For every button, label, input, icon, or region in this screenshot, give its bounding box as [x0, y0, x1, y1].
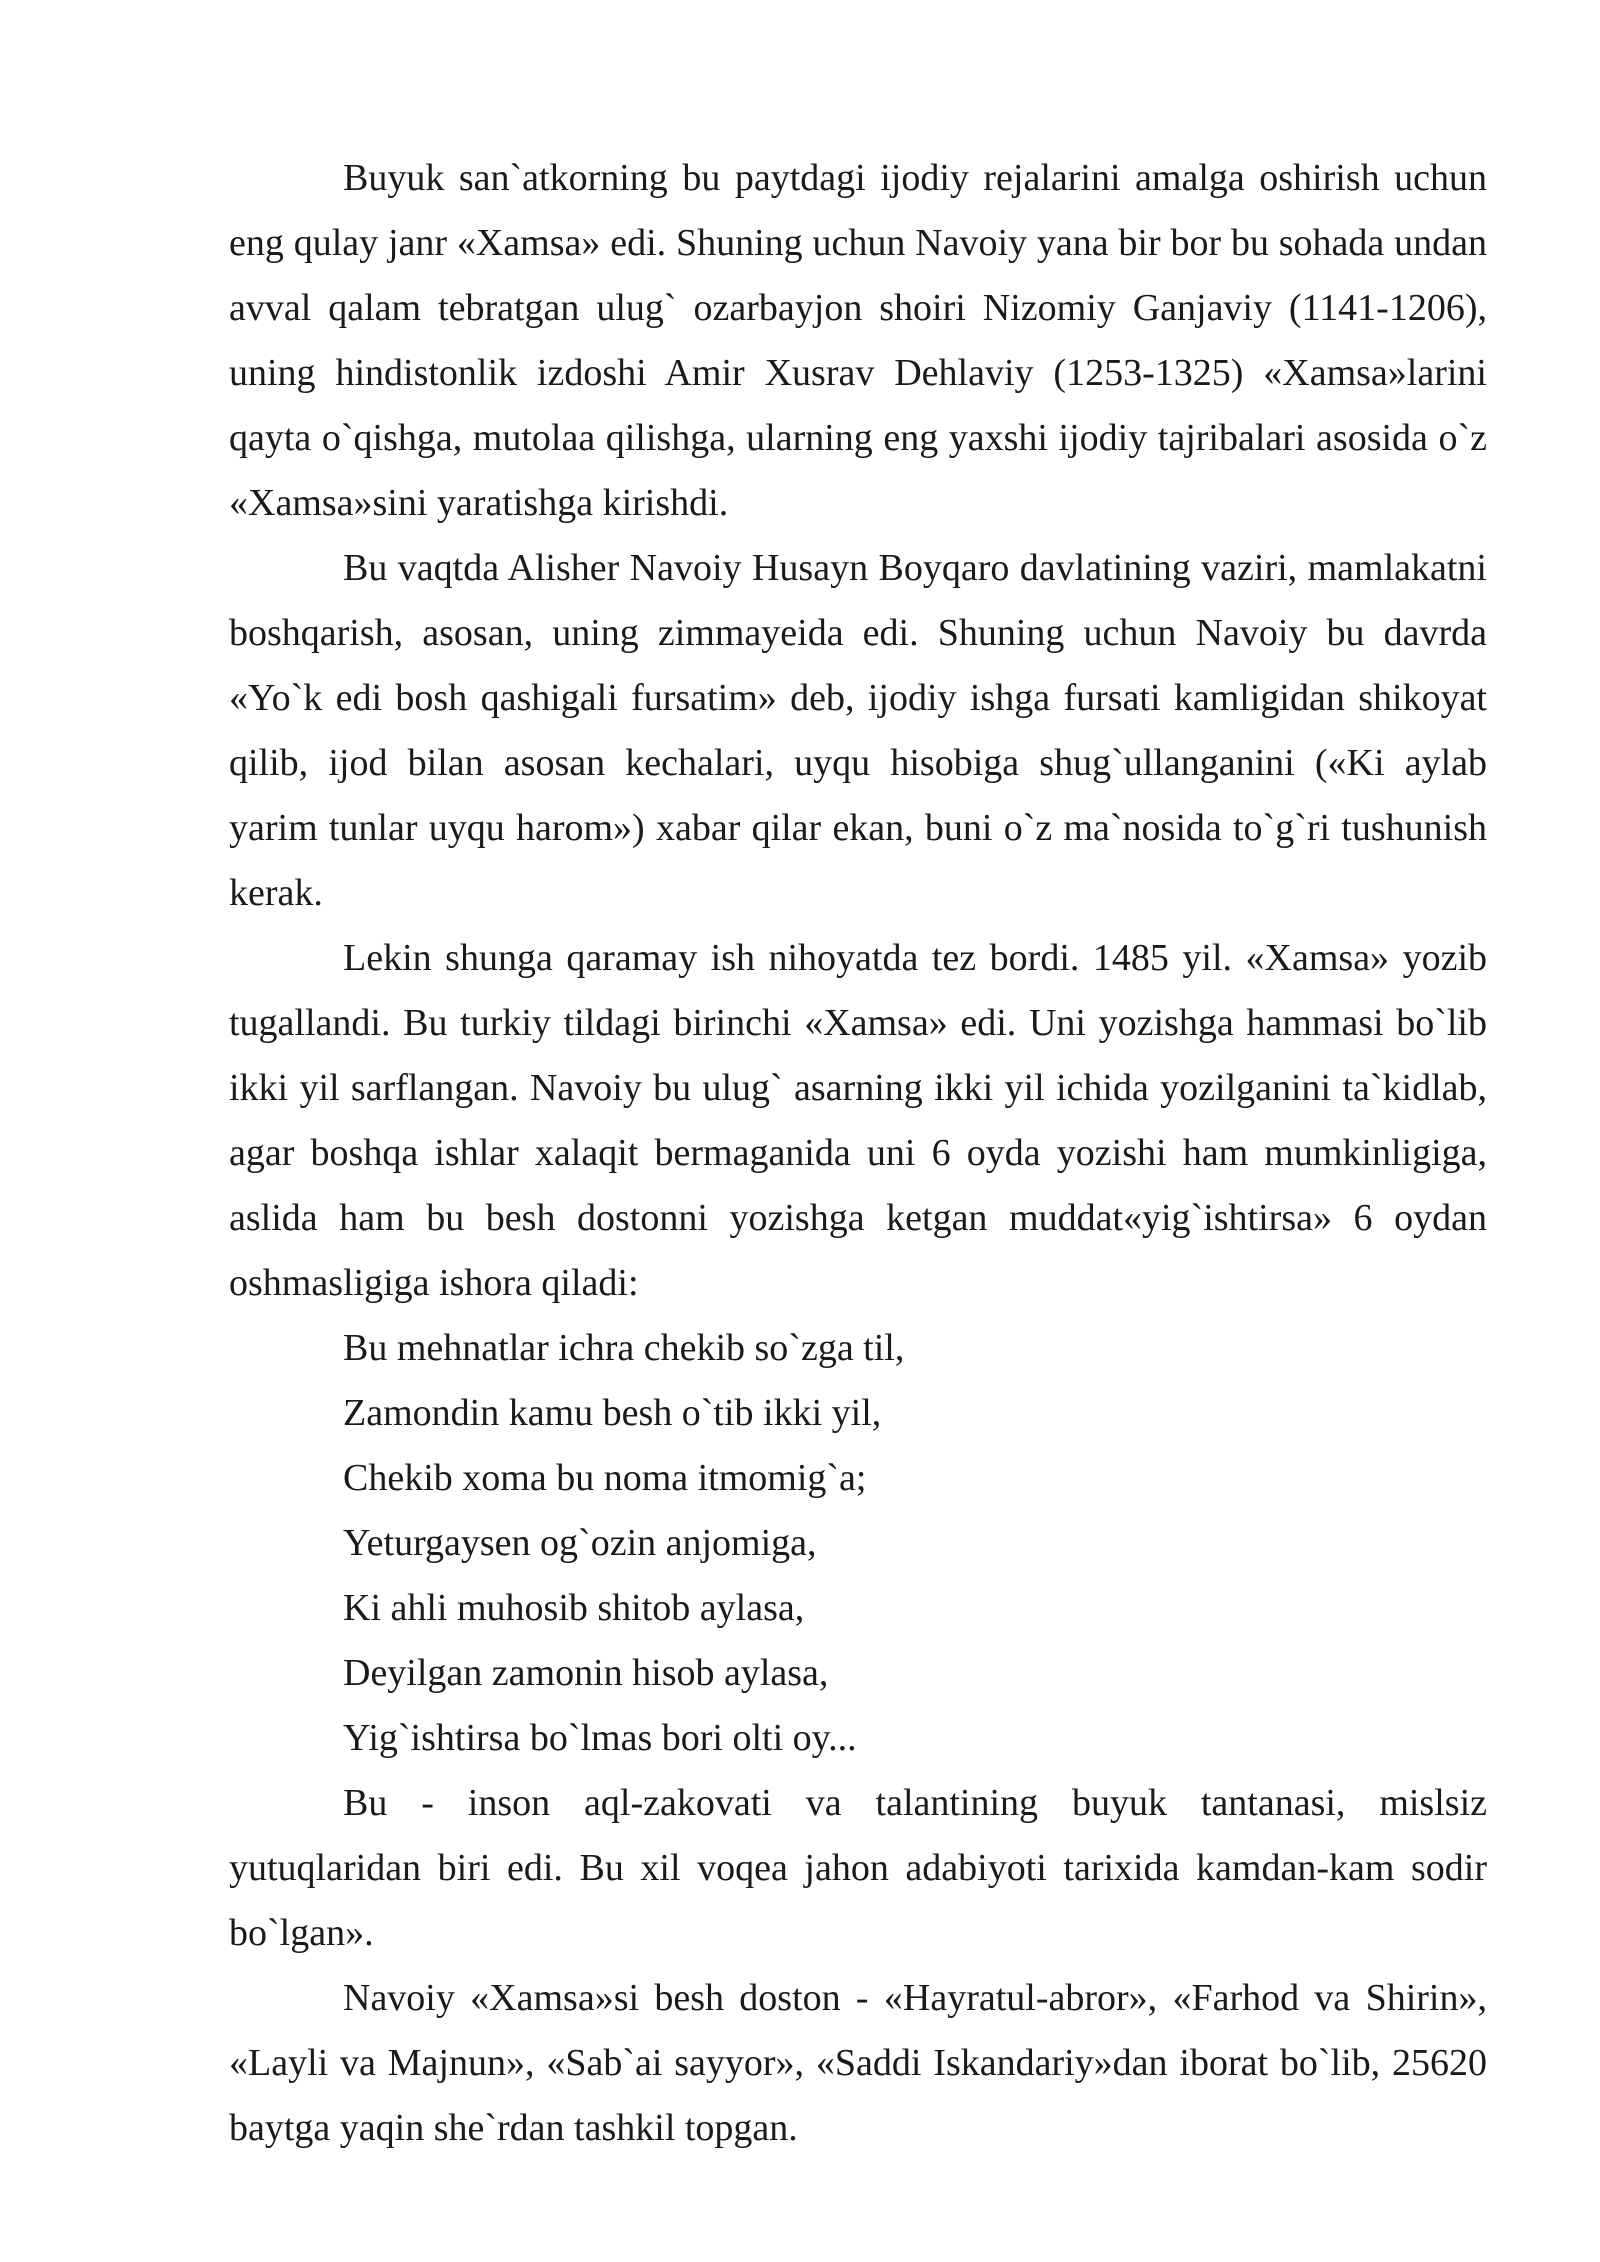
verse-line: Yig`ishtirsa bo`lmas bori olti oy... — [343, 1717, 857, 1759]
paragraph-completion-1485: Lekin shunga qaramay ish nihoyatda tez bordi. 1485 yil. «Xamsa» yozib tugallandi. Bu turkiy tildagi birinchi «Xamsa» edi. Uni yozishga hammasi bo`lib ikki yil sarflangan. Navoiy bu ulug` asarning ikki yil ichida yozilganini ta`kidlab, agar boshqa ishlar xalaqit bermaganida uni 6 oyda yozishi ham mumkinligiga, aslida ham bu besh dostonni yozishga ketgan muddat«yig`ishtirsa» 6 oydan oshmasligiga ishora qiladi: — [229, 937, 1487, 1304]
verse-line: Chekib xoma bu noma itmomig`a; — [343, 1457, 867, 1499]
paragraph-vizier-period: Bu vaqtda Alisher Navoiy Husayn Boyqaro davlatining vaziri, mamlakatni boshqarish, asosan, uning zimmayeida edi. Shuning uchun Navoiy bu davrda «Yo`k edi bosh qashigali fursatim» deb, ijodiy ishga fursati kamligidan shikoyat qilib, ijod bilan asosan kechalari, uyqu hisobiga shug`ullanganini («Ki aylab yarim tunlar uyqu harom») xabar qilar ekan, buni o`z ma`nosida to`g`ri tushunish kerak. — [229, 547, 1487, 914]
verse-quote — [229, 1316, 1487, 1771]
verse-line: Deyilgan zamonin hisob aylasa, — [343, 1652, 829, 1694]
verse-line: Ki ahli muhosib shitob aylasa, — [343, 1587, 805, 1629]
verse-line: Bu mehnatlar ichra chekib so`zga til, — [343, 1327, 905, 1369]
paragraph-xamsa-genre: Buyuk san`atkorning bu paytdagi ijodiy rejalarini amalga oshirish uchun eng qulay janr «Xamsa» edi. Shuning uchun Navoiy yana bir bor bu sohada undan avval qalam tebratgan ulug` ozarbayjon shoiri Nizomiy Ganjaviy (1141-1206), uning hindistonlik izdoshi Amir Xusrav Dehlaviy (1253-1325) «Xamsa»larini qayta o`qishga, mutolaa qilishga, ularning eng yaxshi ijodiy tajribalari asosida o`z «Xamsa»sini yaratishga kirishdi. — [229, 157, 1487, 524]
verse-line: Zamondin kamu besh o`tib ikki yil, — [343, 1392, 882, 1434]
paragraph-five-epics: Navoiy «Xamsa»si besh doston - «Hayratul-abror», «Farhod va Shirin», «Layli va Majnun», «Sab`ai sayyor», «Saddi Iskandariy»dan iborat bo`lib, 25620 baytga yaqin she`rdan tashkil topgan. — [229, 1977, 1487, 2149]
document-body — [229, 146, 1487, 2161]
verse-line: Yeturgaysen og`ozin anjomiga, — [343, 1522, 817, 1564]
paragraph-triumph: Bu - inson aql-zakovati va talantining buyuk tantanasi, mislsiz yutuqlaridan biri edi. Bu xil voqea jahon adabiyoti tarixida kamdan-kam sodir bo`lgan». — [229, 1782, 1487, 1954]
